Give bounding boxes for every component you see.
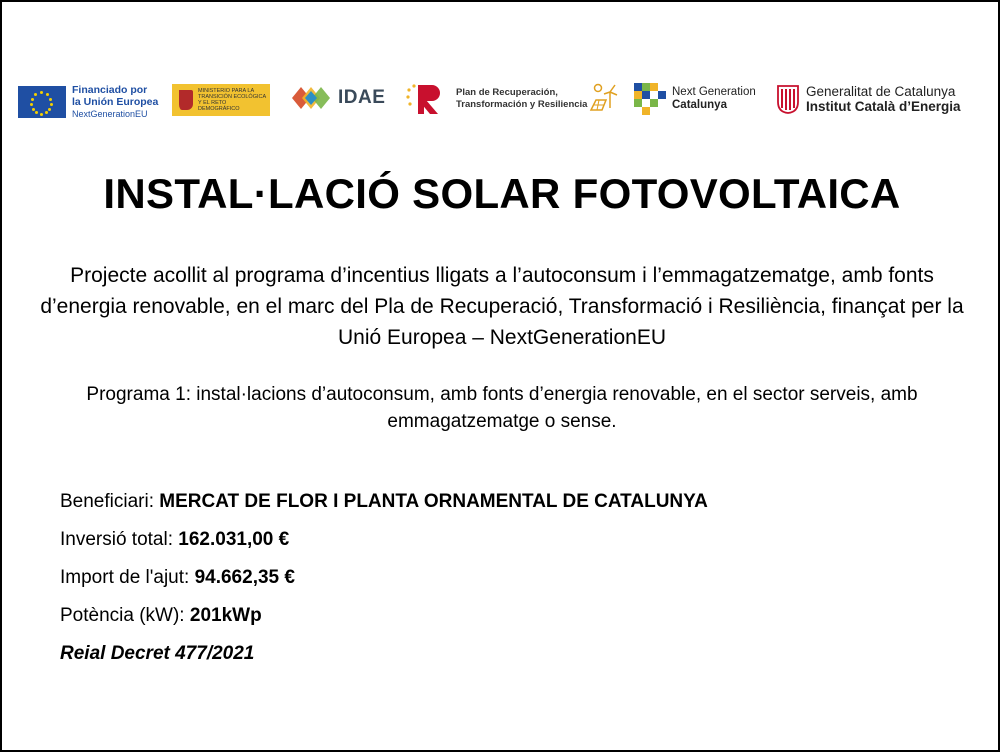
aid-label: Import de l'ajut: (60, 567, 195, 588)
renewable-logo (588, 82, 620, 114)
project-details (60, 490, 960, 680)
eu-logo (18, 84, 158, 120)
investment-row (60, 528, 960, 566)
investment-value: 162.031,00 € (178, 529, 290, 550)
idae-mark-icon (290, 83, 334, 113)
generalitat-emblem-icon (776, 84, 800, 114)
grid-squares-icon (634, 83, 666, 115)
plan-recuperacion-logo (406, 82, 587, 116)
power-label: Potència (kW): (60, 605, 190, 626)
investment-label: Inversió total: (60, 529, 179, 550)
power-row (60, 604, 960, 642)
beneficiary-label: Beneficiari: (60, 491, 160, 512)
aid-value: 94.662,35 € (194, 567, 295, 588)
next-generation-catalunya-logo (634, 83, 756, 115)
aid-row (60, 566, 960, 604)
eu-logo-line2: la Unión Europea (72, 96, 159, 108)
beneficiary-value: MERCAT DE FLOR I PLANTA ORNAMENTAL DE CATALUNYA (159, 491, 708, 512)
ministerio-text: MINISTERIO PARA LA TRANSICIÓN ECOLÓGICA Y EL RETO DEMOGRÁFICO (198, 88, 266, 112)
next-gen-line1: Next Generation (672, 86, 756, 98)
generalitat-line2: Institut Català d’Energia (806, 99, 961, 114)
decree-row: Reial Decret 477/2021 (60, 643, 255, 664)
logo-strip (2, 2, 1000, 142)
next-gen-line2: Catalunya (672, 99, 727, 111)
solar-wind-icon (588, 82, 620, 114)
r-mark-icon (406, 82, 442, 116)
ministerio-logo (172, 84, 270, 116)
program-paragraph: Programa 1: instal·lacions d’autoconsum, amb fonts d’energia renovable, en el sector serveis, amb emmagatzematge o sense. (86, 384, 918, 432)
coat-of-arms-icon (176, 90, 193, 110)
eu-flag-icon (18, 86, 66, 118)
plan-line1: Plan de Recuperación, (456, 87, 558, 98)
beneficiary-row (60, 490, 960, 528)
idae-logo (290, 83, 385, 113)
intro-paragraph: Projecte acollit al programa d’incentius lligats a l’autoconsum i l’emmagatzematge, amb fonts d’energia renovable, en el marc del Pla de Recuperació, Transformació i Resiliència, finançat per la Unió Europea – NextGenerationEU (40, 264, 964, 349)
idae-text: IDAE (338, 87, 386, 108)
generalitat-line1: Generalitat de Catalunya (806, 84, 956, 99)
eu-logo-line3: NextGenerationEU (72, 109, 148, 119)
power-value: 201kWp (189, 605, 262, 626)
document-title: INSTAL·LACIÓ SOLAR FOTOVOLTAICA (103, 170, 901, 217)
plan-line2: Transformación y Resiliencia (456, 99, 588, 110)
generalitat-logo (776, 84, 961, 114)
eu-logo-line1: Financiado por (72, 84, 148, 96)
